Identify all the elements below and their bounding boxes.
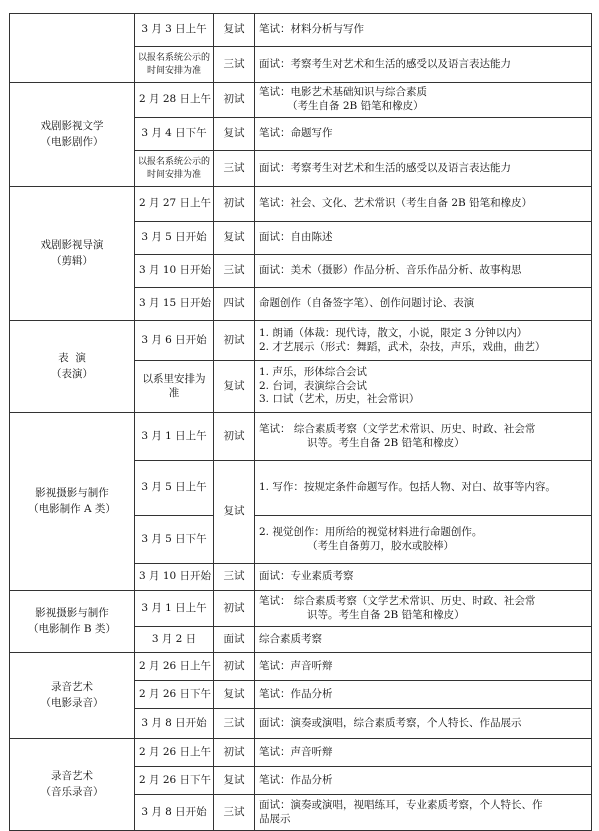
exam-content: 2. 视觉创作：用所给的视觉材料进行命题创作。 （考生自备剪刀，胶水或胶棒） [255, 516, 592, 564]
exam-round: 复试 [214, 361, 255, 413]
major-subname: （电影制作 B 类） [28, 622, 116, 635]
exam-date: 3 月 15 日开始 [135, 288, 214, 321]
major-cell [10, 739, 135, 831]
exam-round: 三试 [214, 564, 255, 591]
exam-content: 综合素质考察 [255, 627, 592, 653]
major-subname: （电影录音） [40, 696, 104, 709]
exam-content: 笔试：声音听辩 [255, 739, 592, 767]
exam-date: 3 月 10 日开始 [135, 255, 214, 288]
major-name: 影视摄影与制作 [35, 607, 109, 620]
table-row [10, 321, 592, 361]
table-row [10, 591, 592, 627]
exam-content: 1. 声乐，形体综合会试 2. 台词，表演综合会试 3. 口试（艺术，历史，社会常识） [255, 361, 592, 413]
exam-round: 初试 [214, 321, 255, 361]
table-row [10, 83, 592, 118]
exam-content: 面试：美术（摄影）作品分析、音乐作品分析、故事构思 [255, 255, 592, 288]
exam-content: 1. 写作：按规定条件命题写作。包括人物、对白、故事等内容。 [255, 461, 592, 516]
major-name: 戏剧影视文学 [40, 120, 104, 133]
exam-date: 3 月 8 日开始 [135, 795, 214, 831]
exam-content: 笔试：社会、文化、艺术常识（考生自备 2B 铅笔和橡皮） [255, 187, 592, 222]
major-cell [10, 321, 135, 413]
exam-date: 2 月 27 日上午 [135, 187, 214, 222]
exam-content: 笔试：电影艺术基础知识与综合素质 （考生自备 2B 铅笔和橡皮） [255, 83, 592, 118]
exam-date: 2 月 26 日下午 [135, 767, 214, 795]
exam-date: 3 月 3 日上午 [135, 14, 214, 47]
table-row [10, 413, 592, 461]
major-name: 录音艺术 [51, 770, 93, 783]
exam-round: 初试 [214, 591, 255, 627]
exam-content: 面试：演奏或演唱，综合素质考察，个人特长、作品展示 [255, 709, 592, 739]
exam-round: 初试 [214, 739, 255, 767]
major-subname: （剪辑） [51, 254, 93, 267]
major-name: 录音艺术 [51, 681, 93, 694]
exam-content: 面试：演奏或演唱，视唱练耳，专业素质考察，个人特长、作 品展示 [255, 795, 592, 831]
exam-content: 命题创作（自备签字笔）、创作问题讨论、表演 [255, 288, 592, 321]
exam-date: 3 月 4 日下午 [135, 118, 214, 151]
major-name: 表 演 [58, 352, 86, 365]
table-row [10, 739, 592, 767]
major-cell [10, 591, 135, 653]
major-cell [10, 187, 135, 321]
exam-date: 2 月 26 日下午 [135, 681, 214, 709]
exam-round: 复试 [214, 118, 255, 151]
exam-date: 3 月 1 日上午 [135, 591, 214, 627]
exam-content: 笔试：命题写作 [255, 118, 592, 151]
exam-date: 3 月 5 日下午 [135, 516, 214, 564]
exam-content: 1. 朗诵（体裁：现代诗，散文，小说，限定 3 分钟以内） 2. 才艺展示（形式：舞蹈，武术，杂技，声乐，戏曲，曲艺） [255, 321, 592, 361]
table-row [10, 653, 592, 681]
exam-date: 3 月 1 日上午 [135, 413, 214, 461]
exam-date: 3 月 8 日开始 [135, 709, 214, 739]
major-subname: （音乐录音） [40, 785, 104, 798]
exam-date: 3 月 10 日开始 [135, 564, 214, 591]
exam-schedule-table [9, 13, 592, 831]
exam-content: 笔试：材料分析与写作 [255, 14, 592, 47]
exam-round: 四试 [214, 288, 255, 321]
exam-date: 3 月 6 日开始 [135, 321, 214, 361]
exam-round: 三试 [214, 47, 255, 83]
exam-round: 复试 [214, 681, 255, 709]
major-name: 戏剧影视导演 [40, 239, 104, 252]
exam-content: 面试：专业素质考察 [255, 564, 592, 591]
table-row [10, 187, 592, 222]
major-cell [10, 413, 135, 591]
exam-date: 3 月 5 日开始 [135, 222, 214, 255]
exam-content: 笔试：作品分析 [255, 767, 592, 795]
exam-date: 3 月 2 日 [135, 627, 214, 653]
major-subname: （表演） [51, 367, 93, 380]
exam-round: 三试 [214, 151, 255, 187]
exam-date: 以报名系统公示的时间安排为准 [135, 47, 214, 83]
exam-round: 复试 [214, 14, 255, 47]
table-row [10, 14, 592, 47]
exam-date: 以报名系统公示的时间安排为准 [135, 151, 214, 187]
exam-content: 面试：考察考生对艺术和生活的感受以及语言表达能力 [255, 151, 592, 187]
major-subname: （电影制作 A 类） [28, 502, 116, 515]
exam-round: 三试 [214, 255, 255, 288]
exam-date: 2 月 28 日上午 [135, 83, 214, 118]
exam-round: 复试 [214, 461, 255, 564]
exam-date: 以系里安排为 准 [135, 361, 214, 413]
exam-content: 笔试： 综合素质考察（文学艺术常识、历史、时政、社会常 识等。考生自备 2B 铅笔和橡皮） [255, 413, 592, 461]
exam-date: 3 月 5 日上午 [135, 461, 214, 516]
exam-date: 2 月 26 日上午 [135, 739, 214, 767]
major-subname: （电影剧作） [40, 135, 104, 148]
exam-round: 初试 [214, 413, 255, 461]
exam-content: 笔试：声音听辩 [255, 653, 592, 681]
exam-content: 面试：自由陈述 [255, 222, 592, 255]
exam-content: 笔试： 综合素质考察（文学艺术常识、历史、时政、社会常 识等。考生自备 2B 铅笔和橡皮） [255, 591, 592, 627]
exam-content: 笔试：作品分析 [255, 681, 592, 709]
exam-round: 复试 [214, 767, 255, 795]
major-cell [10, 653, 135, 739]
exam-date: 2 月 26 日上午 [135, 653, 214, 681]
exam-round: 初试 [214, 83, 255, 118]
exam-round: 初试 [214, 653, 255, 681]
exam-round: 面试 [214, 627, 255, 653]
exam-round: 复试 [214, 222, 255, 255]
major-cell [10, 83, 135, 187]
major-cell-continued [10, 14, 135, 83]
exam-round: 初试 [214, 187, 255, 222]
major-name: 影视摄影与制作 [35, 487, 109, 500]
exam-round: 三试 [214, 795, 255, 831]
exam-content: 面试：考察考生对艺术和生活的感受以及语言表达能力 [255, 47, 592, 83]
exam-round: 三试 [214, 709, 255, 739]
